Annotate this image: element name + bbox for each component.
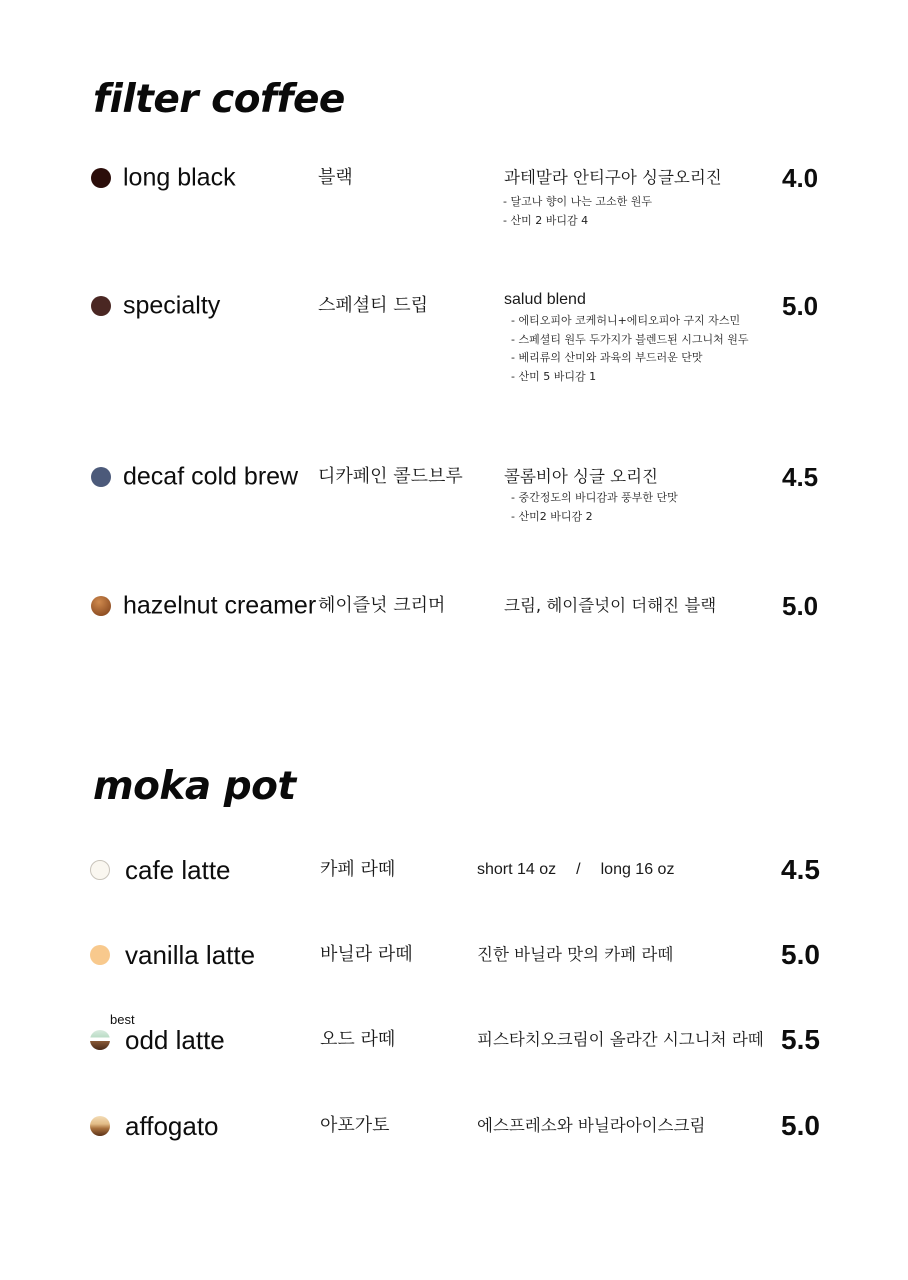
latte-dot-icon [90,860,110,880]
item-korean-name: 카페 라떼 [320,859,396,880]
item-sizes [477,862,674,878]
best-badge: best [110,1012,135,1027]
latte-dot-icon [90,945,110,965]
item-korean-name: 블랙 [318,167,353,188]
section-title-filter-coffee: filter coffee [93,77,345,122]
item-description: 에스프레소와 바닐라아이스크림 [477,1115,706,1135]
coffee-dot-icon [91,596,111,616]
item-name: odd latte [125,1025,225,1055]
note-line: - 달고나 향이 나는 고소한 원두 [503,195,652,208]
item-name: long black [123,163,236,192]
item-description: 콜롬비아 싱글 오리진 [504,466,658,486]
item-notes [511,312,748,386]
item-name: decaf cold brew [123,462,299,491]
item-price: 5.5 [781,1024,820,1055]
note-line: - 에티오피아 코케허니+에티오피아 구지 자스민 [511,314,741,327]
size-separator: / [576,861,581,878]
item-name: specialty [123,291,221,320]
item-name: affogato [125,1111,219,1141]
item-name: vanilla latte [125,940,256,970]
note-line: - 산미 2 바디감 4 [503,213,589,227]
coffee-dot-icon [91,467,111,487]
note-line: - 산미 5 바디감 1 [511,369,597,383]
item-price: 4.5 [782,462,819,492]
item-korean-name: 아포가토 [320,1115,390,1136]
item-price: 5.0 [782,291,819,321]
item-korean-name: 오드 라떼 [320,1029,396,1050]
item-price: 5.0 [782,591,819,621]
item-description: 피스타치오크림이 올라간 시그니처 라떼 [477,1029,764,1049]
item-price: 4.0 [782,163,819,193]
coffee-dot-icon [91,168,111,188]
item-description: 과테말라 안티구아 싱글오리진 [504,167,722,187]
item-name: cafe latte [125,855,231,885]
note-line: - 베리류의 산미와 과육의 부드러운 단맛 [511,351,703,364]
item-korean-name: 바닐라 라떼 [320,944,413,965]
note-line: - 스페셜티 원두 두가지가 블렌드된 시그니처 원두 [511,332,749,346]
item-price: 5.0 [781,939,820,970]
item-name: hazelnut creamer [123,591,317,620]
item-description: salud blend [504,291,586,308]
note-line: - 산미2 바디감 2 [511,509,593,523]
coffee-dot-icon [91,296,111,316]
item-price: 4.5 [781,854,820,885]
size-long: long 16 oz [600,861,675,878]
layered-latte-dot-icon [90,1030,110,1050]
item-description: 크림, 헤이즐넛이 더해진 블랙 [504,595,717,615]
item-notes [511,489,678,526]
size-short: short 14 oz [477,861,557,878]
item-price: 5.0 [781,1110,820,1141]
item-korean-name: 스페셜티 드립 [318,295,429,316]
item-korean-name: 디카페인 콜드브루 [318,466,463,487]
affogato-dot-icon [90,1116,110,1136]
item-korean-name: 헤이즐넛 크리머 [318,595,446,616]
note-line: - 중간정도의 바디감과 풍부한 단맛 [511,491,678,504]
item-description: 진한 바닐라 맛의 카페 라떼 [477,944,674,964]
section-title-moka-pot: moka pot [93,764,296,809]
item-notes [503,193,652,230]
